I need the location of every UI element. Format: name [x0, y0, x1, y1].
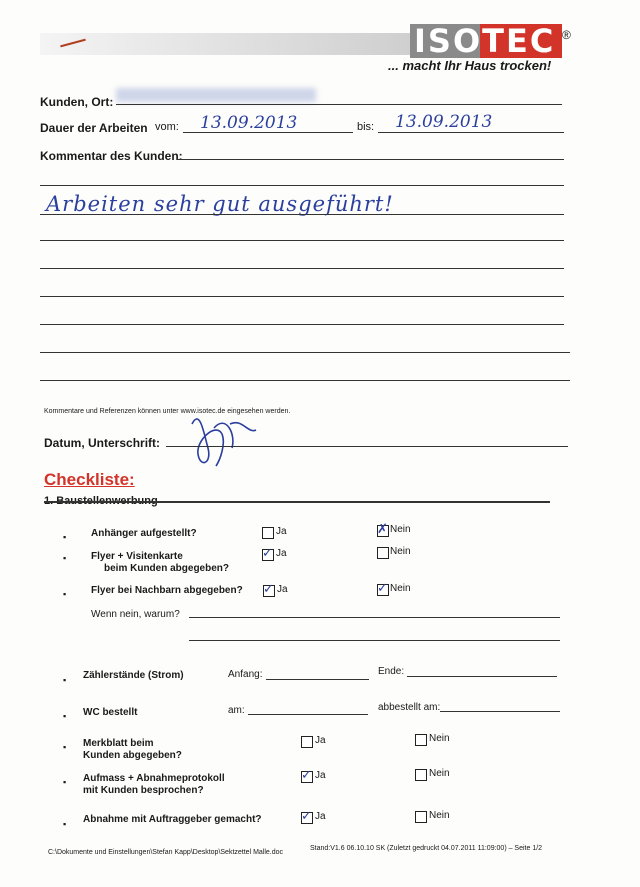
aufmass-ja-checkbox[interactable] [301, 768, 313, 783]
abbestellt-line [440, 711, 560, 712]
datum-line [166, 446, 568, 447]
kommentar-line-2 [40, 214, 564, 215]
item-2-label-1: Flyer + Visitenkarte [91, 551, 183, 562]
wc-label: WC bestellt [83, 707, 138, 718]
item-2-nein-label: Nein [390, 546, 411, 557]
item-1-label: Anhänger aufgestellt? [91, 528, 197, 539]
kommentar-line-5 [40, 296, 564, 297]
bullet-2: ▪ [63, 553, 67, 563]
abnahme-ja-label: Ja [315, 811, 326, 822]
header-band [40, 33, 410, 55]
item-2-label-2: beim Kunden abgegeben? [104, 563, 230, 574]
item-3-ja-checkbox[interactable] [263, 582, 275, 597]
anfang-label: Anfang: [228, 669, 263, 680]
merkblatt-ja-checkbox[interactable] [301, 736, 313, 748]
wenn-nein-label: Wenn nein, warum? [91, 609, 180, 620]
signature-drawing [186, 404, 266, 472]
wc-am-line [248, 714, 368, 715]
slogan: ... macht Ihr Haus trocken! [388, 58, 552, 73]
kommentar-value: Arbeiten sehr gut ausgeführt! [46, 192, 394, 216]
signature [186, 404, 266, 472]
item-1-ja-label: Ja [276, 526, 287, 537]
anfang-line [266, 679, 369, 680]
kommentar-line-0 [177, 159, 564, 160]
kunden-ort-label: Kunden, Ort: [40, 95, 114, 109]
bis-line [378, 132, 564, 133]
aufmass-label-1: Aufmass + Abnahmeprotokoll [83, 773, 225, 784]
kommentar-line-6 [40, 324, 564, 325]
kommentar-line-7 [40, 352, 570, 353]
item-1-nein-checkbox[interactable] [377, 522, 389, 537]
ende-label: Ende: [378, 666, 405, 677]
merkblatt-nein-label: Nein [429, 733, 450, 744]
kunden-ort-line [116, 104, 562, 105]
kommentar-line-3 [40, 240, 564, 241]
bullet-4: ▪ [63, 675, 67, 685]
vom-value: 13.09.2013 [200, 113, 298, 133]
aufmass-nein-checkbox[interactable] [415, 769, 427, 781]
bis-value: 13.09.2013 [395, 112, 493, 132]
aufmass-label-2: mit Kunden besprochen? [83, 785, 204, 796]
aufmass-nein-label: Nein [429, 768, 450, 779]
abnahme-nein-checkbox[interactable] [415, 811, 427, 823]
aufmass-ja-label: Ja [315, 770, 326, 781]
dauer-label: Dauer der Arbeiten [40, 121, 148, 135]
wenn-nein-line-2 [189, 640, 560, 641]
section-line [44, 501, 550, 503]
zaehler-label: Zählerstände (Strom) [83, 670, 184, 681]
redacted-name [116, 88, 316, 102]
footer-stand: Stand:V1.6 06.10.10 SK (Zuletzt gedruckt 04.07.2011 11:09:00) – Seite 1/2 [310, 845, 543, 852]
abnahme-nein-label: Nein [429, 810, 450, 821]
item-3-label: Flyer bei Nachbarn abgegeben? [91, 585, 243, 596]
item-3-nein-label: Nein [390, 583, 411, 594]
ende-line [407, 676, 557, 677]
item-2-ja-checkbox[interactable] [262, 546, 274, 561]
referenzen-note: Kommentare und Referenzen können unter www.isotec.de eingesehen werden. [44, 408, 291, 415]
check-mark-icon: ✗ [377, 522, 388, 537]
item-1-nein-label: Nein [390, 524, 411, 535]
wc-am-label: am: [228, 705, 245, 716]
vom-line [183, 132, 353, 133]
check-mark-icon: ✓ [301, 809, 312, 824]
bullet-7: ▪ [63, 777, 67, 787]
vom-label: vom: [155, 121, 179, 133]
merkblatt-label-2: Kunden abgegeben? [83, 750, 182, 761]
item-3-nein-checkbox[interactable] [377, 581, 389, 596]
kommentar-line-1 [40, 185, 564, 186]
item-1-ja-checkbox[interactable] [262, 527, 274, 539]
merkblatt-ja-label: Ja [315, 735, 326, 746]
abbestellt-label: abbestellt am: [378, 702, 441, 713]
item-2-ja-label: Ja [276, 548, 287, 559]
bullet-3: ▪ [63, 589, 67, 599]
kommentar-label: Kommentar des Kunden: [40, 149, 183, 163]
item-3-ja-label: Ja [277, 584, 288, 595]
check-mark-icon: ✓ [301, 768, 312, 783]
section-title: 1. Baustellenwerbung [44, 495, 158, 507]
wenn-nein-line-1 [189, 617, 560, 618]
bullet-6: ▪ [63, 742, 67, 752]
logo-text: ISOTEC [414, 22, 556, 60]
bullet-1: ▪ [63, 532, 67, 542]
kommentar-line-4 [40, 268, 564, 269]
item-2-nein-checkbox[interactable] [377, 547, 389, 559]
bullet-5: ▪ [63, 711, 67, 721]
abnahme-ja-checkbox[interactable] [301, 809, 313, 824]
registered-mark: ® [562, 28, 571, 42]
isotec-logo [410, 24, 562, 58]
check-mark-icon: ✓ [262, 546, 273, 561]
checklist-title: Checkliste: [44, 470, 135, 489]
kommentar-line-8 [40, 380, 570, 381]
check-mark-icon: ✓ [263, 582, 274, 597]
merkblatt-nein-checkbox[interactable] [415, 734, 427, 746]
abnahme-label: Abnahme mit Auftraggeber gemacht? [83, 814, 262, 825]
merkblatt-label-1: Merkblatt beim [83, 738, 154, 749]
bis-label: bis: [357, 121, 375, 133]
footer-path: C:\Dokumente und Einstellungen\Stefan Kapp\Desktop\Sektzettel Malle.doc [48, 849, 284, 856]
datum-label: Datum, Unterschrift: [44, 436, 161, 450]
bullet-8: ▪ [63, 819, 67, 829]
check-mark-icon: ✓ [377, 581, 388, 596]
